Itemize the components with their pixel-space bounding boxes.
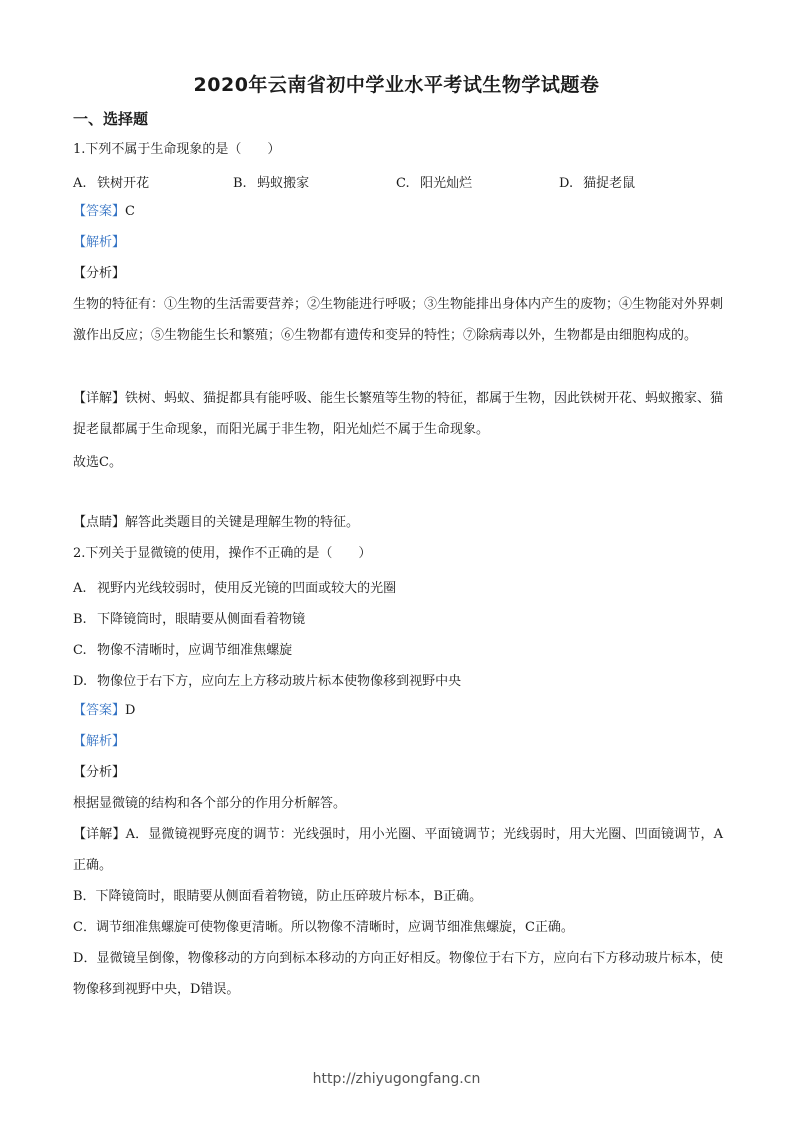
- q2-option-c: C. 物像不清晰时，应调节细准焦螺旋: [73, 643, 293, 658]
- q2-detail-d: D．显微镜呈倒像，物像移动的方向到标本移动的方向正好相反。物像位于右下方，应向右下方移动玻片标本，使物像移到视野中央，D错误。: [73, 951, 723, 997]
- q1-fenxi-label: 【分析】: [73, 266, 126, 281]
- section-heading: 一、选择题: [73, 110, 149, 128]
- q2-analysis-text: 根据显微镜的结构和各个部分的作用分析解答。: [73, 796, 347, 811]
- q1-jiexi-label: 【解析】: [73, 235, 126, 250]
- q1-option-c: C. 阳光灿烂: [396, 176, 473, 191]
- q1-detail-text: 【详解】铁树、蚂蚁、猫捉都具有能呼吸、能生长繁殖等生物的特征，都属于生物，因此铁树开花、蚂蚁搬家、猫捉老鼠都属于生命现象，而阳光属于非生物，阳光灿烂不属于生命现象。: [73, 391, 724, 437]
- q2-detail-c: C．调节细准焦螺旋可使物像更清晰。所以物像不清晰时，应调节细准焦螺旋，C正确。: [73, 920, 574, 935]
- q2-detail-b: B．下降镜筒时，眼睛要从侧面看着物镜，防止压碎玻片标本，B正确。: [73, 889, 483, 904]
- q2-option-d: D. 物像位于右下方，应向左上方移动玻片标本使物像移到视野中央: [73, 674, 462, 689]
- q1-answer: 【答案】C: [73, 204, 135, 219]
- q2-jiexi-label: 【解析】: [73, 734, 126, 749]
- q2-option-a: A. 视野内光线较弱时，使用反光镜的凹面或较大的光圈: [73, 581, 397, 596]
- q2-answer: 【答案】D: [73, 703, 136, 718]
- q2-fenxi-label: 【分析】: [73, 765, 126, 780]
- q1-tip: 【点睛】解答此类题目的关键是理解生物的特征。: [73, 515, 360, 530]
- question-2-stem: 2.下列关于显微镜的使用，操作不正确的是（ ）: [73, 546, 372, 561]
- footer-url: http://zhiyugongfang.cn: [312, 1071, 481, 1087]
- question-1-stem: 1.下列不属于生命现象的是（ ）: [73, 142, 281, 157]
- q2-option-b: B. 下降镜筒时，眼睛要从侧面看着物镜: [73, 612, 306, 627]
- page-title: 2020年云南省初中学业水平考试生物学试题卷: [193, 74, 600, 96]
- q1-choose: 故选C。: [73, 455, 122, 470]
- q1-analysis-text: 生物的特征有：①生物的生活需要营养；②生物能进行呼吸；③生物能排出身体内产生的废物；④生物能对外界刺激作出反应；⑤生物能生长和繁殖；⑥生物都有遗传和变异的特性；⑦除病毒以外，生物都是由细胞构成的。: [73, 297, 724, 343]
- q1-option-b: B. 蚂蚁搬家: [233, 176, 310, 191]
- q1-option-a: A. 铁树开花: [73, 176, 150, 191]
- q2-detail-a: 【详解】A．显微镜视野亮度的调节：光线强时，用小光圈、平面镜调节；光线弱时，用大光圈、凹面镜调节，A正确。: [73, 827, 723, 873]
- q1-option-d: D. 猫捉老鼠: [559, 176, 636, 191]
